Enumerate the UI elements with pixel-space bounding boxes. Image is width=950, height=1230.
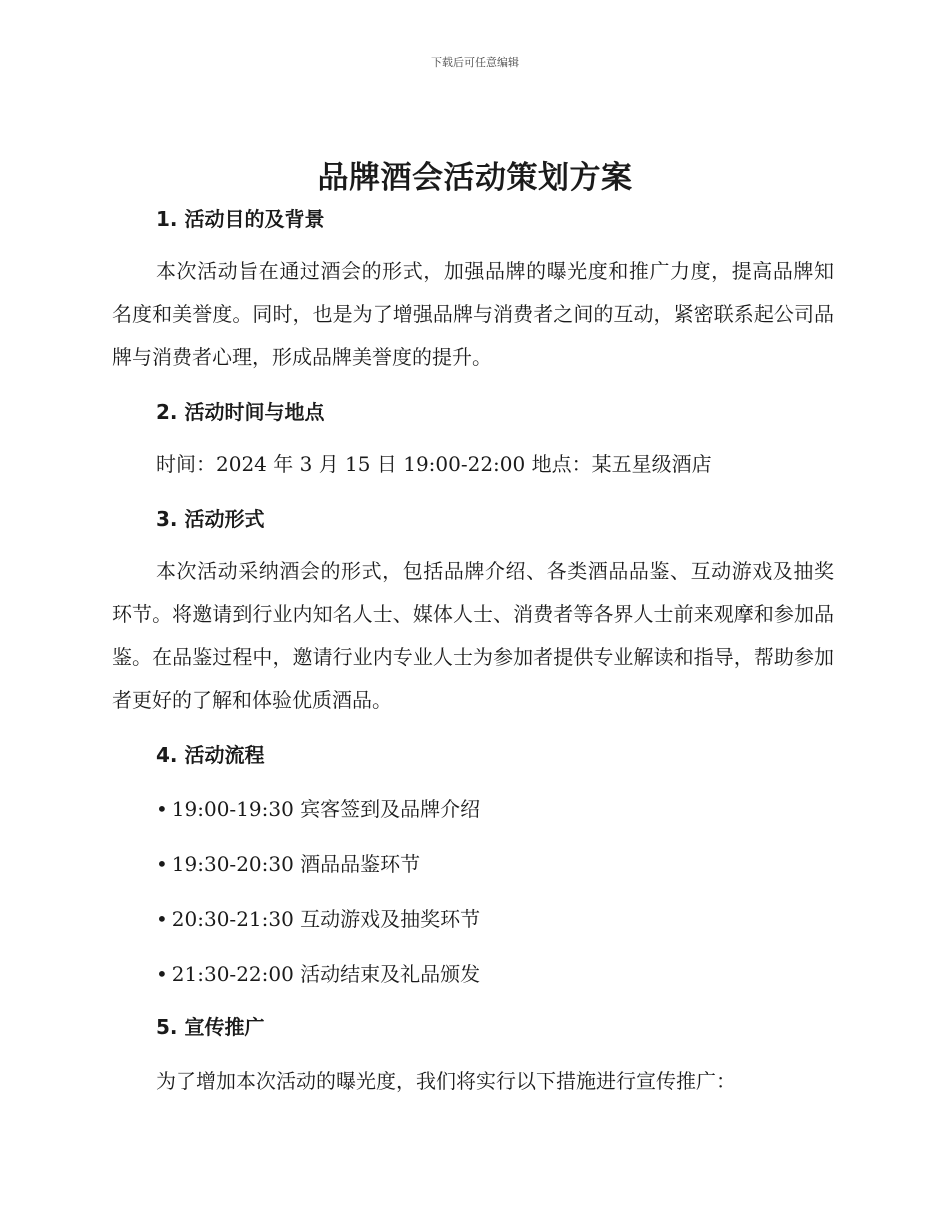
schedule-item — [112, 843, 834, 886]
section-heading-promotion: 5. 宣传推广 — [156, 1015, 265, 1039]
section-paragraph-format: 本次活动采纳酒会的形式，包括品牌介绍、各类酒品品鉴、互动游戏及抽奖环节。将邀请到行业内知名人士、媒体人士、消费者等各界人士前来观摩和参加品鉴。在品鉴过程中，邀请行业内专业人士为参加者提供专业解读和指导，帮助参加者更好的了解和体验优质酒品。 — [112, 559, 834, 712]
schedule-item-text: 21:30-22:00 活动结束及礼品颁发 — [171, 962, 481, 986]
bullet-icon: • — [156, 962, 168, 986]
section-paragraph-purpose: 本次活动旨在通过酒会的形式，加强品牌的曝光度和推广力度，提高品牌知名度和美誉度。同时，也是为了增强品牌与消费者之间的互动，紧密联系起公司品牌与消费者心理，形成品牌美誉度的提升。 — [112, 259, 834, 369]
section-paragraph-promotion: 为了增加本次活动的曝光度，我们将实行以下措施进行宣传推广： — [156, 1069, 736, 1093]
schedule-item-text: 19:00-19:30 宾客签到及品牌介绍 — [171, 797, 481, 821]
bullet-icon: • — [156, 797, 168, 821]
bullet-icon: • — [156, 852, 168, 876]
schedule-item — [112, 898, 834, 941]
page-header-note: 下载后可任意编辑 — [431, 56, 519, 69]
document-title: 品牌酒会活动策划方案 — [317, 160, 633, 196]
section-heading-format: 3. 活动形式 — [156, 507, 265, 531]
section-heading-schedule: 4. 活动流程 — [156, 743, 265, 767]
schedule-item-text: 19:30-20:30 酒品品鉴环节 — [171, 852, 421, 876]
section-paragraph-time-place: 时间：2024 年 3 月 15 日 19:00-22:00 地点：某五星级酒店 — [156, 452, 712, 476]
document-body — [112, 200, 834, 1103]
bullet-icon: • — [156, 907, 168, 931]
section-heading-time-place: 2. 活动时间与地点 — [156, 400, 325, 424]
schedule-item — [112, 788, 834, 831]
schedule-item-text: 20:30-21:30 互动游戏及抽奖环节 — [171, 907, 481, 931]
section-heading-purpose: 1. 活动目的及背景 — [156, 207, 325, 231]
schedule-item — [112, 953, 834, 996]
